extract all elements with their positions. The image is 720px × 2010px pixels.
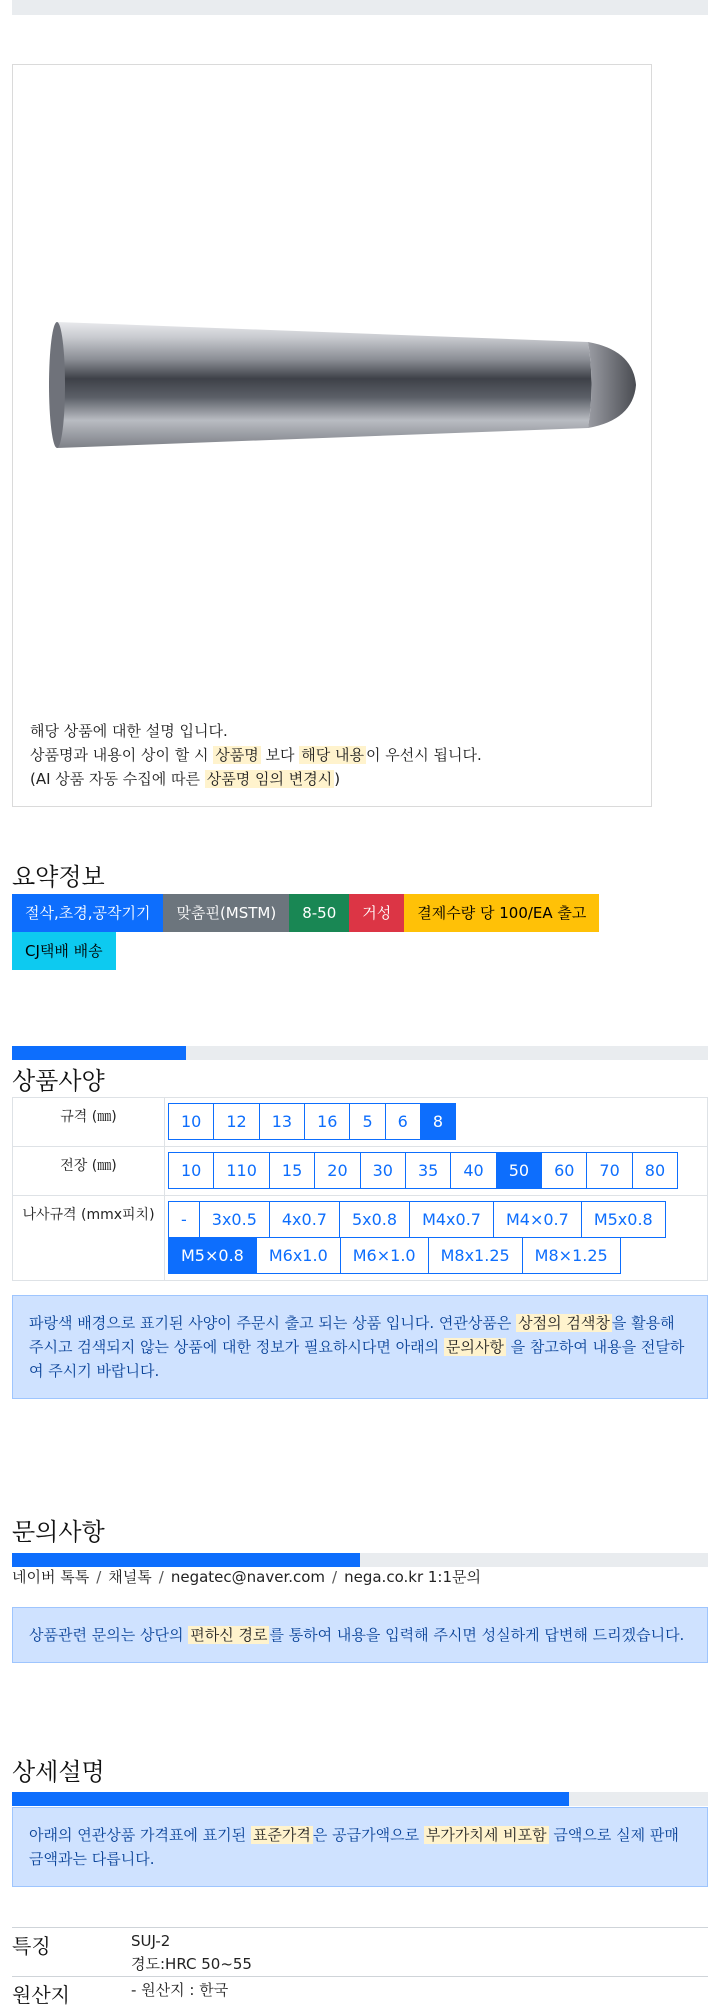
spec-option-button[interactable]: 35 bbox=[405, 1152, 451, 1189]
feature-value: - 원산지 : 한국 bbox=[131, 1981, 229, 1999]
spec-option-button[interactable]: 4x0.7 bbox=[269, 1201, 340, 1238]
spec-row bbox=[13, 1147, 708, 1196]
spec-option-button[interactable]: M6x1.0 bbox=[256, 1237, 341, 1274]
spec-progress-bar bbox=[12, 1046, 708, 1060]
spec-option-button[interactable]: M5x0.8 bbox=[581, 1201, 666, 1238]
summary-badge: 결제수량 당 100/EA 출고 bbox=[404, 894, 599, 932]
summary-badge: CJ택배 배송 bbox=[12, 932, 116, 970]
spec-option-button[interactable]: M5×0.8 bbox=[168, 1237, 257, 1274]
top-progress-bar bbox=[12, 0, 708, 15]
spec-title: 상품사양 bbox=[12, 1067, 105, 1095]
dowel-pin-image bbox=[33, 290, 643, 480]
inquiry-notice: 상품관련 문의는 상단의 편하신 경로 를 통하여 내용을 입력해 주시면 성실하게 답변해 드리겠습니다. bbox=[12, 1607, 708, 1663]
inquiry-title: 문의사항 bbox=[12, 1518, 105, 1546]
contact-separator: / bbox=[96, 1568, 102, 1586]
spec-option-button[interactable]: 20 bbox=[314, 1152, 360, 1189]
spec-option-button[interactable]: 80 bbox=[632, 1152, 678, 1189]
feature-values bbox=[131, 1977, 228, 2008]
contact-links bbox=[12, 1566, 481, 1587]
spec-option-button[interactable]: 60 bbox=[541, 1152, 587, 1189]
spec-option-button[interactable]: M6×1.0 bbox=[340, 1237, 429, 1274]
spec-option-button[interactable]: 5 bbox=[349, 1103, 385, 1140]
summary-title: 요약정보 bbox=[12, 863, 105, 891]
spec-option-button[interactable]: 10 bbox=[168, 1152, 214, 1189]
summary-badge: 거성 bbox=[349, 894, 404, 932]
spec-row bbox=[13, 1196, 708, 1281]
contact-separator: / bbox=[158, 1568, 164, 1586]
contact-link[interactable]: 채널톡 bbox=[108, 1568, 152, 1586]
spec-option-button[interactable]: 3x0.5 bbox=[199, 1201, 270, 1238]
spec-option-button[interactable]: 16 bbox=[304, 1103, 350, 1140]
spec-options bbox=[165, 1196, 708, 1281]
spec-option-button[interactable]: M4x0.7 bbox=[409, 1201, 494, 1238]
spec-option-button[interactable]: M8×1.25 bbox=[522, 1237, 621, 1274]
spec-option-button[interactable]: 5x0.8 bbox=[339, 1201, 410, 1238]
spec-option-button[interactable]: 40 bbox=[450, 1152, 496, 1189]
contact-separator: / bbox=[332, 1568, 338, 1586]
spec-option-button[interactable]: M8x1.25 bbox=[428, 1237, 523, 1274]
detail-title: 상세설명 bbox=[12, 1758, 105, 1786]
spec-option-button[interactable]: 110 bbox=[213, 1152, 270, 1189]
spec-row bbox=[13, 1098, 708, 1147]
features-list bbox=[12, 1927, 708, 2008]
spec-options bbox=[165, 1098, 708, 1147]
spec-option-button[interactable]: 6 bbox=[385, 1103, 421, 1140]
spec-option-button[interactable]: M4×0.7 bbox=[493, 1201, 582, 1238]
feature-values bbox=[131, 1928, 252, 1976]
spec-options bbox=[165, 1147, 708, 1196]
spec-option-button[interactable]: - bbox=[168, 1201, 200, 1238]
feature-row bbox=[12, 1927, 708, 1976]
feature-key: 특징 bbox=[12, 1934, 51, 1958]
contact-link[interactable]: negatec@naver.com bbox=[170, 1568, 326, 1586]
spec-label: 나사규격 (mmx피치) bbox=[13, 1196, 165, 1281]
spec-option-button[interactable]: 50 bbox=[496, 1152, 542, 1189]
spec-label: 전장 (㎜) bbox=[13, 1147, 165, 1196]
spec-option-button[interactable]: 10 bbox=[168, 1103, 214, 1140]
detail-progress-bar bbox=[12, 1792, 708, 1806]
feature-value: 경도:HRC 50~55 bbox=[131, 1955, 252, 1973]
feature-row bbox=[12, 1976, 708, 2008]
feature-key: 원산지 bbox=[12, 1983, 70, 2007]
summary-badge: 절삭,초경,공작기기 bbox=[12, 894, 163, 932]
spec-notice: 파랑색 배경으로 표기된 사양이 주문시 출고 되는 상품 입니다. 연관상품은 상점의 검색창 을 활용해 주시고 검색되지 않는 상품에 대한 정보가 필요하시다면 아래의 문의사항 을 참고하여 내용을 전달하여 주시기 바랍니다. bbox=[12, 1295, 708, 1399]
detail-notice: 아래의 연관상품 가격표에 표기된 표준가격 은 공급가액으로 부가가치세 비포함 금액으로 실제 판매금액과는 다릅니다. bbox=[12, 1807, 708, 1887]
spec-option-button[interactable]: 8 bbox=[420, 1103, 456, 1140]
spec-option-button[interactable]: 13 bbox=[259, 1103, 305, 1140]
spec-option-button[interactable]: 15 bbox=[269, 1152, 315, 1189]
spec-option-button[interactable]: 70 bbox=[586, 1152, 632, 1189]
summary-badge: 8-50 bbox=[289, 894, 349, 932]
contact-link[interactable]: nega.co.kr 1:1문의 bbox=[344, 1568, 481, 1586]
product-image-box bbox=[12, 64, 652, 807]
contact-link[interactable]: 네이버 톡톡 bbox=[12, 1568, 90, 1586]
product-description: 해당 상품에 대한 설명 입니다. 상품명과 내용이 상이 할 시 상품명 보다 해당 내용 이 우선시 됩니다. (AI 상품 자동 수집에 따른 상품명 임의 변경시 ) bbox=[30, 722, 482, 788]
inquiry-progress-bar bbox=[12, 1553, 708, 1567]
spec-label: 규격 (㎜) bbox=[13, 1098, 165, 1147]
summary-badge: 맞춤핀(MSTM) bbox=[163, 894, 289, 932]
spec-option-button[interactable]: 12 bbox=[213, 1103, 259, 1140]
feature-value: SUJ-2 bbox=[131, 1932, 171, 1950]
spec-table bbox=[12, 1097, 708, 1281]
spec-option-button[interactable]: 30 bbox=[360, 1152, 406, 1189]
summary-badges bbox=[12, 894, 672, 970]
